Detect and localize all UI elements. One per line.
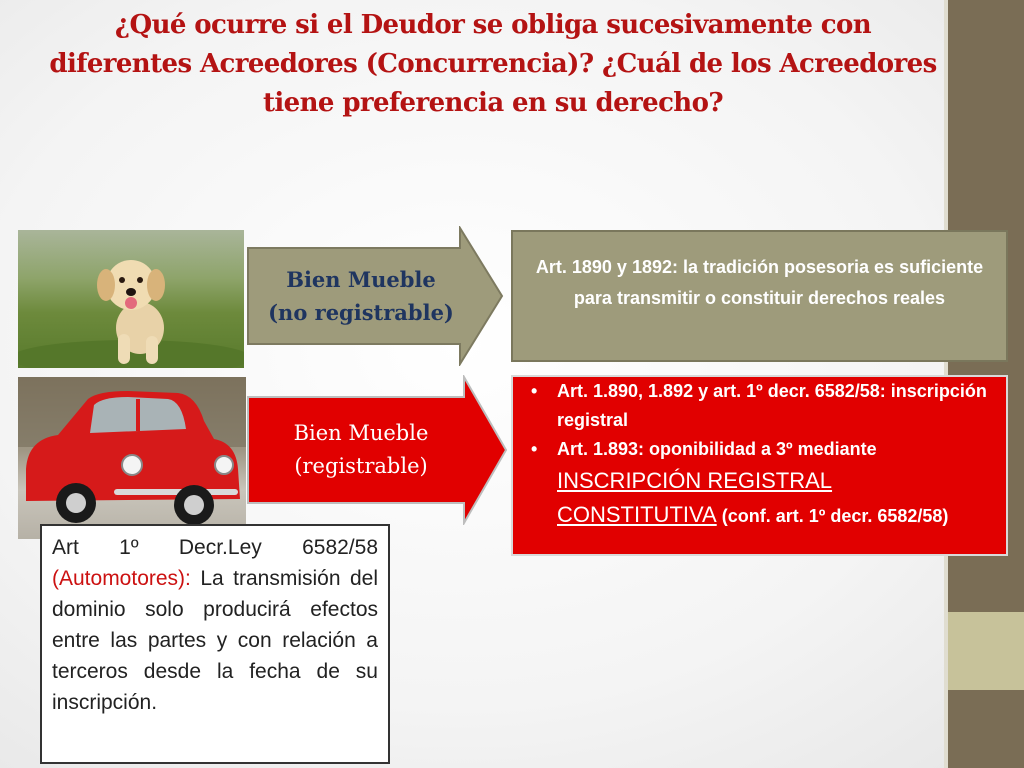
tradicion-info-box [511,230,1008,362]
slide-title: ¿Qué ocurre si el Deudor se obliga sucesivamente con diferentes Acreedores (Concurrencia)? ¿Cuál de los Acreedores tiene preferencia en su derecho? [49,10,937,118]
law-body: La transmisión del dominio solo producirá efectos entre las partes y con relación a terceros desde la fecha de su inscripción. [52,567,378,714]
bullet-mark: • [531,381,538,401]
arrow-bien-mueble-no-registrable [246,226,506,366]
side-bar-middle [948,612,1024,690]
bullet-item [527,377,990,435]
tradicion-text: Art. 1890 y 1892: la tradición posesoria es suficiente para transmitir o constituir derechos reales [535,257,984,308]
bullet-tail: (conf. art. 1º decr. 6582/58) [721,506,949,526]
law-subject: (Automotores): [52,567,191,590]
arrow-bien-mueble-registrable [246,375,510,525]
bullet-emphasis: INSCRIPCIÓN REGISTRAL CONSTITUTIVA [557,468,833,527]
bullet-mark: • [531,439,538,459]
puppy-photo [18,230,244,368]
bullet-item [527,435,990,532]
bullet-text-2: Art. 1.893: oponibilidad a 3º mediante [557,439,877,459]
inscripcion-info-box [511,375,1008,556]
law-ref: Art 1º Decr.Ley 6582/58 [52,536,378,559]
law-note-box [40,524,390,764]
bullet-text-1: Art. 1.890, 1.892 y art. 1º decr. 6582/58: inscripción registral [557,381,987,430]
arrow-1-label-line1: Bien Mueble [286,267,436,292]
red-car-photo [18,377,246,539]
side-bar-bottom [948,690,1024,768]
arrow-2-label-line2: (registrable) [294,454,428,478]
arrow-2-label-line1: Bien Mueble [293,421,429,445]
arrow-1-label-line2: (no registrable) [268,300,454,325]
